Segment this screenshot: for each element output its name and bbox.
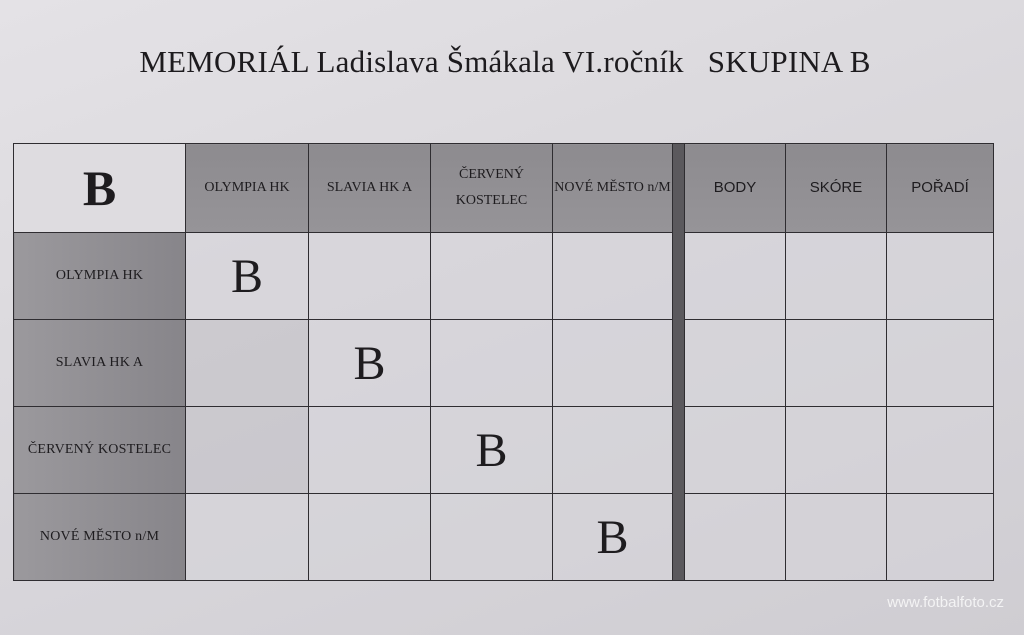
col-header-nove-mesto: NOVÉ MĚSTO n/M — [553, 144, 673, 233]
result-cell — [186, 407, 309, 494]
watermark: www.fotbalfoto.cz — [887, 594, 1004, 611]
result-cell — [553, 233, 673, 320]
row-header-nove-mesto: NOVÉ MĚSTO n/M — [14, 494, 186, 581]
score-cell — [786, 320, 887, 407]
table-row — [14, 494, 994, 581]
corner-cell — [14, 144, 186, 233]
score-cell — [786, 407, 887, 494]
col-header-slavia: SLAVIA HK A — [309, 144, 431, 233]
diagonal-cell: B — [553, 494, 673, 581]
col-header-skore: SKÓRE — [786, 144, 887, 233]
table-row — [14, 407, 994, 494]
col-header-cerveny: ČERVENÝ KOSTELEC — [431, 144, 553, 233]
col-header-body: BODY — [685, 144, 786, 233]
rank-cell — [887, 233, 994, 320]
row-header-slavia: SLAVIA HK A — [14, 320, 186, 407]
header-row — [14, 144, 994, 233]
diagonal-cell: B — [431, 407, 553, 494]
rank-cell — [887, 320, 994, 407]
result-cell — [309, 233, 431, 320]
score-cell — [786, 494, 887, 581]
col-header-olympia: OLYMPIA HK — [186, 144, 309, 233]
score-cell — [786, 233, 887, 320]
table-row — [14, 320, 994, 407]
group-title: SKUPINA B — [707, 44, 871, 79]
result-cell — [186, 494, 309, 581]
row-header-cerveny: ČERVENÝ KOSTELEC — [14, 407, 186, 494]
divider — [673, 144, 685, 581]
result-cell — [309, 407, 431, 494]
rank-cell — [887, 494, 994, 581]
row-header-olympia: OLYMPIA HK — [14, 233, 186, 320]
standings-table — [13, 143, 994, 581]
rank-cell — [887, 407, 994, 494]
result-cell — [186, 320, 309, 407]
points-cell — [685, 233, 786, 320]
result-cell — [431, 494, 553, 581]
corner-label: B — [82, 160, 117, 216]
diagonal-cell: B — [186, 233, 309, 320]
result-cell — [553, 407, 673, 494]
points-cell — [685, 407, 786, 494]
result-cell — [553, 320, 673, 407]
event-title: MEMORIÁL Ladislava Šmákala VI.ročník — [139, 44, 684, 79]
col-header-poradi: POŘADÍ — [887, 144, 994, 233]
points-cell — [685, 320, 786, 407]
page-title — [0, 44, 1010, 80]
result-cell — [431, 320, 553, 407]
result-cell — [431, 233, 553, 320]
result-cell — [309, 494, 431, 581]
points-cell — [685, 494, 786, 581]
table-row — [14, 233, 994, 320]
diagonal-cell: B — [309, 320, 431, 407]
